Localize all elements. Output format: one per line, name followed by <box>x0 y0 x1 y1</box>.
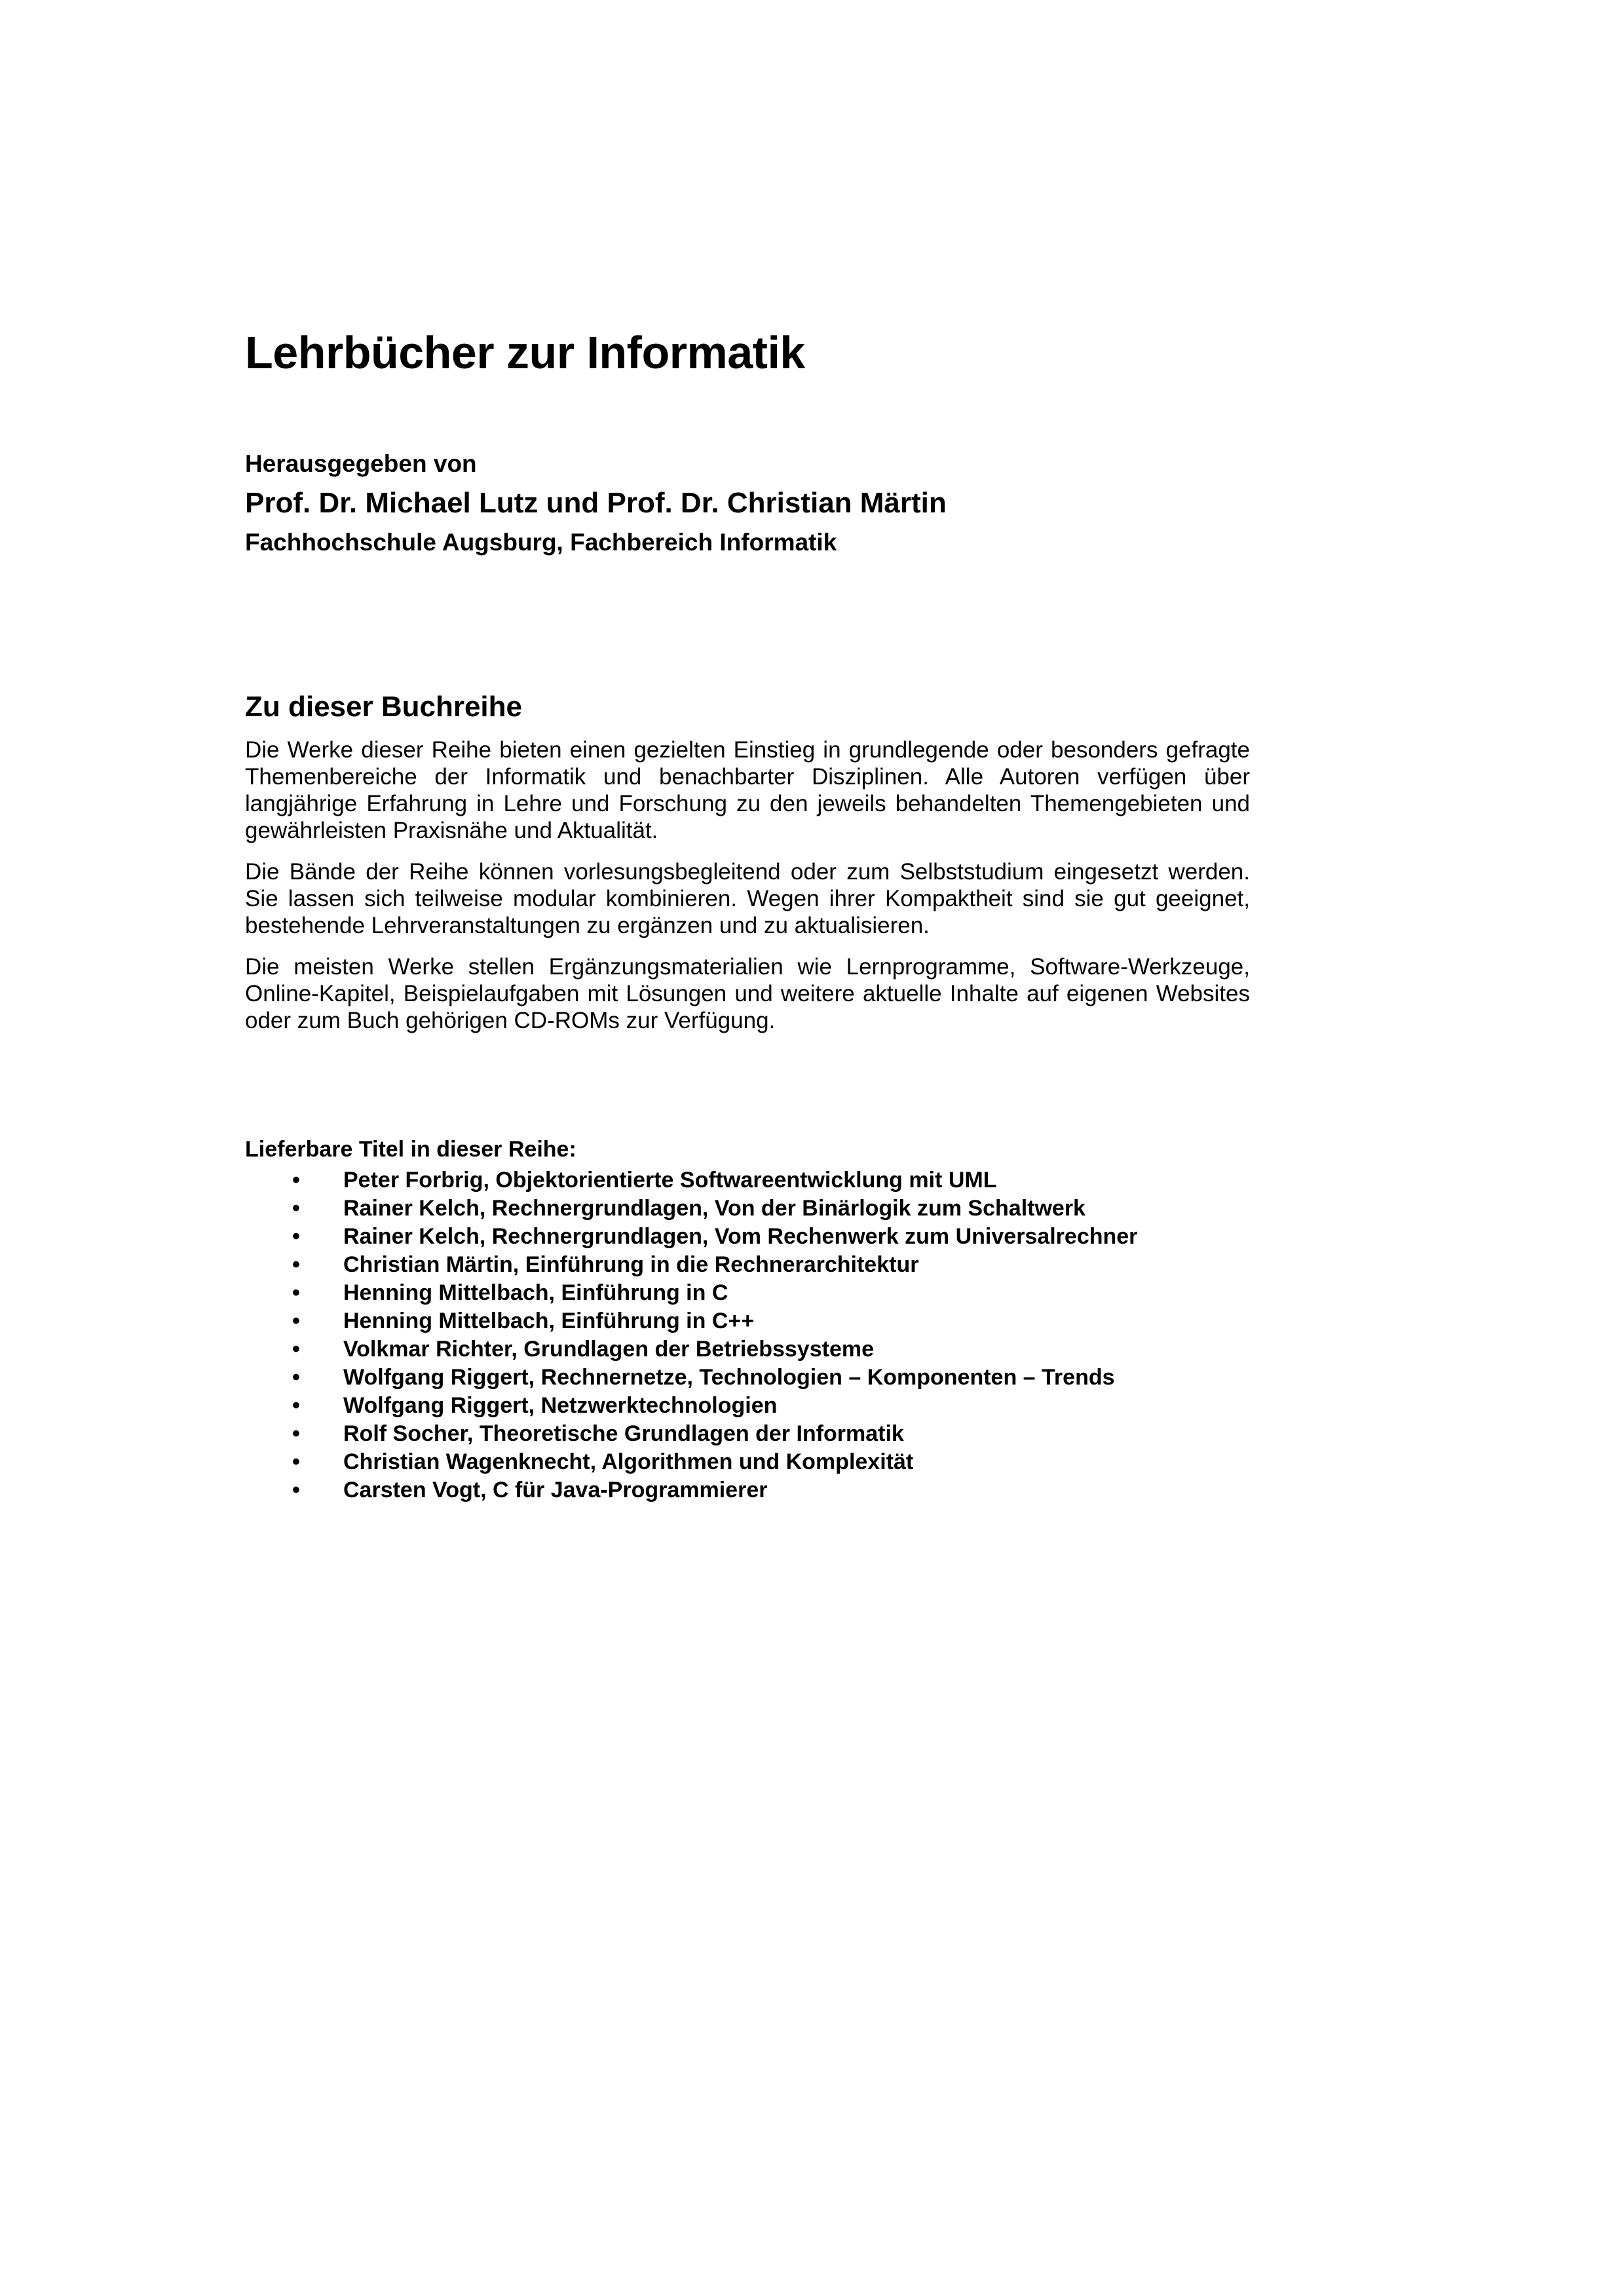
title-text: Henning Mittelbach, Einführung in C <box>343 1280 728 1305</box>
title-text: Wolfgang Riggert, Rechnernetze, Technologien – Komponenten – Trends <box>343 1365 1115 1390</box>
editor-names: Prof. Dr. Michael Lutz und Prof. Dr. Christian Märtin <box>245 487 947 519</box>
bullet-icon: • <box>292 1252 300 1277</box>
bullet-icon: • <box>292 1478 300 1502</box>
page-content <box>245 327 1250 1502</box>
bullet-icon: • <box>292 1196 300 1221</box>
title-text: Christian Wagenknecht, Algorithmen und Komplexität <box>343 1449 914 1474</box>
title-list-item <box>245 1335 1250 1364</box>
title-text: Rolf Socher, Theoretische Grundlagen der Informatik <box>343 1421 904 1446</box>
bullet-icon: • <box>292 1280 300 1305</box>
editor-label: Herausgegeben von <box>245 450 477 477</box>
title-list-item <box>245 1392 1250 1420</box>
bullet-icon: • <box>292 1337 300 1362</box>
title-list-item <box>245 1476 1250 1504</box>
bullet-icon: • <box>292 1309 300 1333</box>
title-text: Rainer Kelch, Rechnergrundlagen, Vom Rechenwerk zum Universalrechner <box>343 1224 1138 1249</box>
title-text: Christian Märtin, Einführung in die Rechnerarchitektur <box>343 1252 919 1277</box>
series-title: Lehrbücher zur Informatik <box>245 327 805 378</box>
title-list-item <box>245 1307 1250 1335</box>
title-text: Wolfgang Riggert, Netzwerktechnologien <box>343 1393 778 1418</box>
bullet-icon: • <box>292 1421 300 1446</box>
about-paragraph: Die Bände der Reihe können vorlesungsbegleitend oder zum Selbststudium eingesetzt werden. Sie lassen sich teilweise modular kombinieren. Wegen ihrer Kompaktheit sind sie gut geeignet, bestehende Lehrveranstaltungen zu ergänzen und zu aktualisieren. <box>245 858 1250 938</box>
available-titles-section <box>245 1136 1250 1504</box>
title-text: Carsten Vogt, C für Java-Programmierer <box>343 1478 768 1502</box>
about-series-section <box>245 690 1250 1048</box>
bullet-icon: • <box>292 1365 300 1390</box>
about-series-heading: Zu dieser Buchreihe <box>245 691 523 723</box>
bullet-icon: • <box>292 1393 300 1418</box>
available-titles-list <box>245 1166 1250 1504</box>
title-list-item <box>245 1279 1250 1307</box>
title-list-item <box>245 1364 1250 1392</box>
title-list-item <box>245 1448 1250 1476</box>
title-list-item <box>245 1195 1250 1223</box>
title-text: Rainer Kelch, Rechnergrundlagen, Von der Binärlogik zum Schaltwerk <box>343 1196 1086 1221</box>
about-paragraph: Die Werke dieser Reihe bieten einen gezielten Einstieg in grundlegende oder besonders gefragte Themenbereiche der Informatik und benachbarter Disziplinen. Alle Autoren verfügen über langjährige Erfahrung in Lehre und Forschung zu den jeweils behandelten Themengebieten und gewährleisten Praxisnähe und Aktualität. <box>245 737 1250 843</box>
title-text: Peter Forbrig, Objektorientierte Softwareentwicklung mit UML <box>343 1168 997 1193</box>
bullet-icon: • <box>292 1449 300 1474</box>
editor-institution: Fachhochschule Augsburg, Fachbereich Informatik <box>245 529 837 556</box>
title-list-item <box>245 1223 1250 1251</box>
bullet-icon: • <box>292 1168 300 1193</box>
available-titles-heading: Lieferbare Titel in dieser Reihe: <box>245 1137 576 1162</box>
title-list-item <box>245 1251 1250 1279</box>
about-paragraph: Die meisten Werke stellen Ergänzungsmaterialien wie Lernprogramme, Software-Werkzeuge, Online-Kapitel, Beispielaufgaben mit Lösungen und weitere aktuelle Inhalte auf eigenen Websites oder zum Buch gehörigen CD-ROMs zur Verfügung. <box>245 953 1250 1033</box>
title-list-item <box>245 1420 1250 1448</box>
title-text: Henning Mittelbach, Einführung in C++ <box>343 1309 755 1333</box>
bullet-icon: • <box>292 1224 300 1249</box>
title-list-item <box>245 1166 1250 1195</box>
title-text: Volkmar Richter, Grundlagen der Betriebssysteme <box>343 1337 874 1362</box>
